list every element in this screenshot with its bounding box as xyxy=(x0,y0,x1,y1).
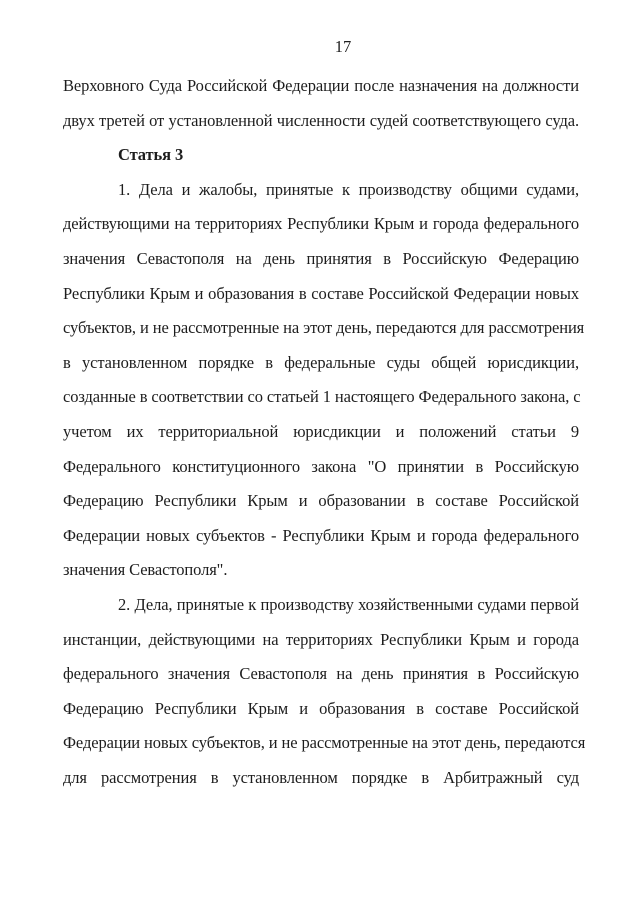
text-line: Республики Крым и образования в составе Российской Федерации новых xyxy=(63,283,579,303)
text-line: Федерального конституционного закона "О принятии в Российскую xyxy=(63,456,579,476)
document-body xyxy=(63,69,586,795)
text-line: 1. Дела и жалобы, принятые к производству общими судами, xyxy=(118,179,579,199)
text-line: для рассмотрения в установленном порядке в Арбитражный суд xyxy=(63,767,579,787)
text-line: значения Севастополя". xyxy=(63,560,228,580)
text-line: Федерацию Республики Крым и образования в составе Российской xyxy=(63,698,579,718)
text-line: Федерации новых субъектов, и не рассмотренные на этот день, передаются xyxy=(63,733,586,753)
text-line: двух третей от установленной численности судей соответствующего суда. xyxy=(63,110,579,130)
text-line: значения Севастополя на день принятия в Российскую Федерацию xyxy=(63,248,579,268)
text-line: 2. Дела, принятые к производству хозяйственными судами первой xyxy=(118,594,579,614)
article-heading: Статья 3 xyxy=(118,145,184,165)
text-line: инстанции, действующими на территориях Республики Крым и города xyxy=(63,629,579,649)
text-line: федерального значения Севастополя на день принятия в Российскую xyxy=(63,664,579,684)
page-number: 17 xyxy=(334,37,352,56)
text-line: Федерации новых субъектов - Республики Крым и города федерального xyxy=(63,525,579,545)
text-line: Федерацию Республики Крым и образовании в составе Российской xyxy=(63,491,579,511)
text-line: учетом их территориальной юрисдикции и положений статьи 9 xyxy=(63,421,579,441)
text-line: действующими на территориях Республики Крым и города федерального xyxy=(63,214,579,234)
text-line: в установленном порядке в федеральные суды общей юрисдикции, xyxy=(63,352,579,372)
text-line: созданные в соответствии со статьей 1 настоящего Федерального закона, с xyxy=(63,387,581,407)
text-line: Верховного Суда Российской Федерации после назначения на должности xyxy=(63,76,579,95)
text-line: субъектов, и не рассмотренные на этот день, передаются для рассмотрения xyxy=(63,318,585,338)
